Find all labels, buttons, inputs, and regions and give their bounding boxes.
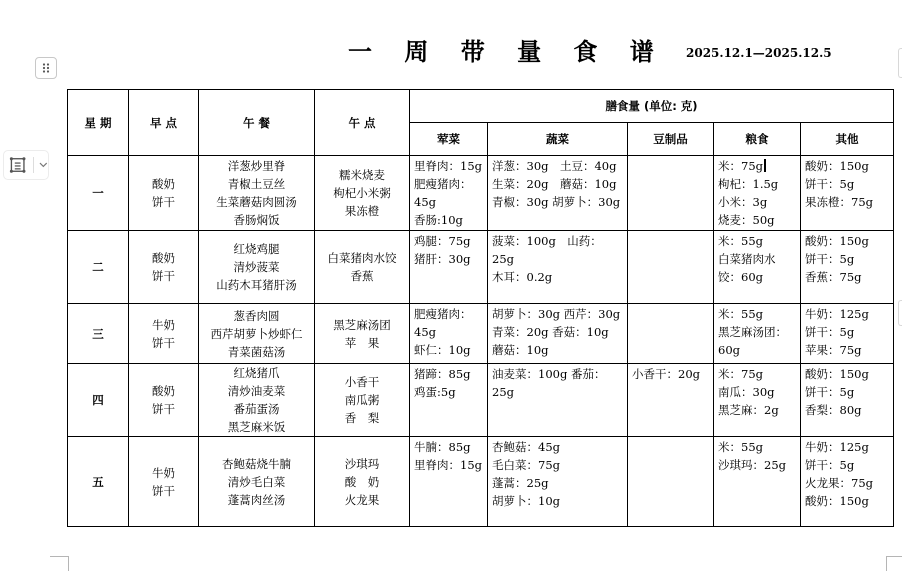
menu-item: 葱香肉圆 xyxy=(233,308,280,323)
breakfast-cell[interactable] xyxy=(129,364,199,437)
quantity-item: 虾仁：10g xyxy=(414,343,471,357)
meat-cell[interactable] xyxy=(410,231,488,304)
header-weekday: 星 期 xyxy=(68,90,129,156)
quantity-item: 木耳：0.2g xyxy=(492,270,553,284)
quantity-item: 胡萝卜：30g 西芹：30g xyxy=(492,307,621,321)
quantity-item: 香蕉：75g xyxy=(805,270,862,284)
quantity-item: 火龙果：75g xyxy=(805,476,873,490)
quantity-item: 鸡腿：75g xyxy=(414,234,471,248)
menu-item: 饼干 xyxy=(152,195,175,209)
menu-item: 饼干 xyxy=(152,335,175,350)
quantity-item: 牛腩：85g xyxy=(414,440,471,454)
others-cell[interactable] xyxy=(801,156,894,231)
menu-item: 小香干 xyxy=(344,375,380,389)
quantity-item: 饼干：5g xyxy=(805,252,855,266)
lunch-cell[interactable] xyxy=(199,156,315,231)
soy-cell[interactable] xyxy=(628,231,714,304)
table-block-icon xyxy=(9,156,26,174)
snack-cell[interactable] xyxy=(315,437,410,527)
menu-item: 枸杞小米粥 xyxy=(333,186,391,200)
quantity-item: 鸡蛋:5g xyxy=(414,385,456,399)
others-cell[interactable] xyxy=(801,437,894,527)
grains-cell[interactable] xyxy=(714,231,801,304)
menu-item: 南瓜粥 xyxy=(344,393,380,407)
quantity-item: 苹果：75g xyxy=(805,343,862,357)
menu-item: 清炒毛白菜 xyxy=(227,474,286,489)
snack-cell[interactable] xyxy=(315,364,410,437)
header-meat: 荤菜 xyxy=(410,123,488,156)
menu-item: 番茄蛋汤 xyxy=(233,402,280,416)
breakfast-cell[interactable] xyxy=(129,231,199,304)
meat-cell[interactable] xyxy=(410,304,488,364)
header-others: 其他 xyxy=(801,123,894,156)
meat-cell[interactable] xyxy=(410,437,488,527)
quantity-item: 烧麦：50g xyxy=(718,213,775,227)
header-breakfast: 早 点 xyxy=(129,90,199,156)
tool-separator xyxy=(33,157,34,173)
side-scroll-marker[interactable] xyxy=(898,300,902,326)
menu-item: 沙琪玛 xyxy=(344,456,380,471)
quantity-item: 洋葱：30g 土豆：40g xyxy=(492,159,617,173)
quantity-item: 生菜：20g 蘑菇：10g xyxy=(492,177,617,191)
vegetables-cell[interactable] xyxy=(488,364,628,437)
quantity-item: 蓬蒿：25g xyxy=(492,476,549,490)
grains-cell[interactable] xyxy=(714,156,801,231)
menu-item: 糯米烧麦 xyxy=(339,168,385,182)
quantity-item: 香梨：80g xyxy=(805,403,862,417)
quantity-item: 青椒：30g 胡萝卜：30g xyxy=(492,195,621,209)
quantity-item: 肥瘦猪肉：45g xyxy=(414,307,472,339)
quantity-item: 牛奶：125g xyxy=(805,307,869,321)
header-lunch: 午 餐 xyxy=(199,90,315,156)
quantity-item: 饼干：5g xyxy=(805,385,855,399)
menu-item: 洋葱炒里脊 xyxy=(227,159,286,173)
menu-item: 酸 奶 xyxy=(344,474,380,489)
page-corner-mark xyxy=(50,556,69,571)
quantity-text: 米：75g xyxy=(718,159,763,173)
quantity-item: 饼干：5g xyxy=(805,325,855,339)
header-grains: 粮食 xyxy=(714,123,801,156)
day-cell[interactable]: 二 xyxy=(68,231,129,304)
quantity-item: 菠菜：100g 山药：25g xyxy=(492,234,602,266)
grains-cell[interactable] xyxy=(714,304,801,364)
document-title: 一 周 带 量 食 谱 xyxy=(348,37,666,66)
quantity-item: 青菜：20g 香菇：10g xyxy=(492,325,609,339)
quantity-item: 南瓜：30g xyxy=(718,385,775,399)
day-cell[interactable]: 四 xyxy=(68,364,129,437)
menu-item: 山药木耳猪肝汤 xyxy=(216,278,297,292)
quantity-item: 酸奶：150g xyxy=(805,494,869,508)
menu-item: 饼干 xyxy=(152,269,175,283)
table-row xyxy=(68,437,894,527)
header-soy-products: 豆制品 xyxy=(628,123,714,156)
quantity-item: 酸奶：150g xyxy=(805,234,869,248)
menu-item: 苹 果 xyxy=(344,335,380,350)
lunch-cell[interactable] xyxy=(199,364,315,437)
grains-cell[interactable] xyxy=(714,437,801,527)
menu-item: 牛奶 xyxy=(152,465,175,480)
quantity-item: 酸奶：150g xyxy=(805,367,869,381)
menu-item: 酸奶 xyxy=(152,177,175,191)
quantity-item: 胡萝卜：10g xyxy=(492,494,560,508)
menu-item: 火龙果 xyxy=(344,492,380,507)
meat-cell[interactable] xyxy=(410,156,488,231)
menu-item: 饼干 xyxy=(152,483,175,498)
vegetables-cell[interactable] xyxy=(488,304,628,364)
menu-item: 牛奶 xyxy=(152,317,175,332)
quantity-item: 米：55g xyxy=(718,307,763,321)
quantity-item xyxy=(718,157,796,175)
menu-item: 生菜蘑菇肉圆汤 xyxy=(216,195,297,209)
header-quantity-group: 膳食量 (单位: 克) xyxy=(410,90,894,123)
drag-dots-icon xyxy=(42,63,50,73)
quantity-item: 猪蹄：85g xyxy=(414,367,471,381)
quantity-item: 米：75g xyxy=(718,367,763,381)
quantity-item: 白菜猪肉水饺：60g xyxy=(718,252,776,284)
quantity-item: 里脊肉：15g xyxy=(414,458,482,472)
menu-item: 酸奶 xyxy=(152,384,175,398)
soy-cell[interactable] xyxy=(628,156,714,231)
menu-item: 蓬蒿肉丝汤 xyxy=(227,492,286,507)
text-cursor xyxy=(764,159,766,172)
quantity-item: 毛白菜：75g xyxy=(492,458,560,472)
quantity-item: 米：55g xyxy=(718,234,763,248)
side-panel-tab[interactable] xyxy=(898,48,902,78)
menu-item: 清炒菠菜 xyxy=(233,260,280,274)
vegetables-cell[interactable] xyxy=(488,156,628,231)
page-corner-mark xyxy=(886,556,902,571)
menu-item: 青菜菌菇汤 xyxy=(227,344,286,359)
menu-item: 红烧鸡腿 xyxy=(233,242,280,256)
header-afternoon-snack: 午 点 xyxy=(315,90,410,156)
quantity-item: 杏鲍菇：45g xyxy=(492,440,560,454)
day-cell[interactable]: 三 xyxy=(68,304,129,364)
menu-item: 饼干 xyxy=(152,402,175,416)
menu-item: 白菜猪肉水饺 xyxy=(327,251,397,265)
vegetables-cell[interactable] xyxy=(488,437,628,527)
quantity-item: 酸奶：150g xyxy=(805,159,869,173)
drag-handle-button[interactable] xyxy=(35,57,57,79)
breakfast-cell[interactable] xyxy=(129,156,199,231)
grains-cell[interactable] xyxy=(714,364,801,437)
menu-item: 黑芝麻米饭 xyxy=(227,420,286,434)
menu-item: 杏鲍菇烧牛腩 xyxy=(222,456,291,471)
quantity-item: 肥瘦猪肉：45g xyxy=(414,177,472,209)
others-cell[interactable] xyxy=(801,304,894,364)
menu-item: 红烧猪爪 xyxy=(233,366,280,380)
others-cell[interactable] xyxy=(801,231,894,304)
snack-cell[interactable] xyxy=(315,304,410,364)
breakfast-cell[interactable] xyxy=(129,304,199,364)
menu-item: 香蕉 xyxy=(350,269,374,283)
lunch-cell[interactable] xyxy=(199,304,315,364)
table-block-tool-button[interactable] xyxy=(3,150,49,180)
day-cell[interactable]: 一 xyxy=(68,156,129,231)
soy-cell[interactable] xyxy=(628,437,714,527)
quantity-item: 猪肝：30g xyxy=(414,252,471,266)
menu-item: 果冻橙 xyxy=(344,204,380,218)
quantity-item: 小香干：20g xyxy=(632,367,700,381)
quantity-item: 里脊肉：15g xyxy=(414,159,482,173)
quantity-item: 枸杞：1.5g xyxy=(718,177,779,191)
snack-cell[interactable] xyxy=(315,231,410,304)
lunch-cell[interactable] xyxy=(199,231,315,304)
lunch-cell[interactable] xyxy=(199,437,315,527)
quantity-item: 沙琪玛：25g xyxy=(718,458,786,472)
date-range: 2025.12.1—2025.12.5 xyxy=(686,46,832,60)
quantity-item: 牛奶：125g xyxy=(805,440,869,454)
quantity-item: 米：55g xyxy=(718,440,763,454)
others-cell[interactable] xyxy=(801,364,894,437)
header-vegetables: 蔬菜 xyxy=(488,123,628,156)
menu-item: 酸奶 xyxy=(152,251,175,265)
quantity-item: 香肠:10g xyxy=(414,213,463,227)
menu-item: 黑芝麻汤团 xyxy=(333,317,391,332)
quantity-item: 饼干：5g xyxy=(805,177,855,191)
table-row xyxy=(68,231,894,304)
quantity-item: 饼干：5g xyxy=(805,458,855,472)
quantity-item: 果冻橙：75g xyxy=(805,195,873,209)
table-row xyxy=(68,364,894,437)
quantity-item: 蘑菇：10g xyxy=(492,343,549,357)
day-cell[interactable]: 五 xyxy=(68,437,129,527)
meat-cell[interactable] xyxy=(410,364,488,437)
table-row xyxy=(68,156,894,231)
quantity-item: 小米：3g xyxy=(718,195,768,209)
quantity-item: 黑芝麻汤团：60g xyxy=(718,325,787,357)
soy-cell[interactable] xyxy=(628,364,714,437)
menu-item: 青椒土豆丝 xyxy=(227,177,286,191)
breakfast-cell[interactable] xyxy=(129,437,199,527)
snack-cell[interactable] xyxy=(315,156,410,231)
menu-item: 香 梨 xyxy=(344,411,380,425)
menu-item: 西芹胡萝卜炒虾仁 xyxy=(210,326,303,341)
chevron-down-icon[interactable] xyxy=(39,162,48,168)
menu-item: 香肠焖饭 xyxy=(233,213,280,227)
quantity-item: 油麦菜：100g 番茄：25g xyxy=(492,367,606,399)
menu-item: 清炒油麦菜 xyxy=(227,384,286,398)
soy-cell[interactable] xyxy=(628,304,714,364)
weekly-menu-table xyxy=(67,89,894,527)
quantity-item: 黑芝麻：2g xyxy=(718,403,779,417)
table-row xyxy=(68,304,894,364)
vegetables-cell[interactable] xyxy=(488,231,628,304)
